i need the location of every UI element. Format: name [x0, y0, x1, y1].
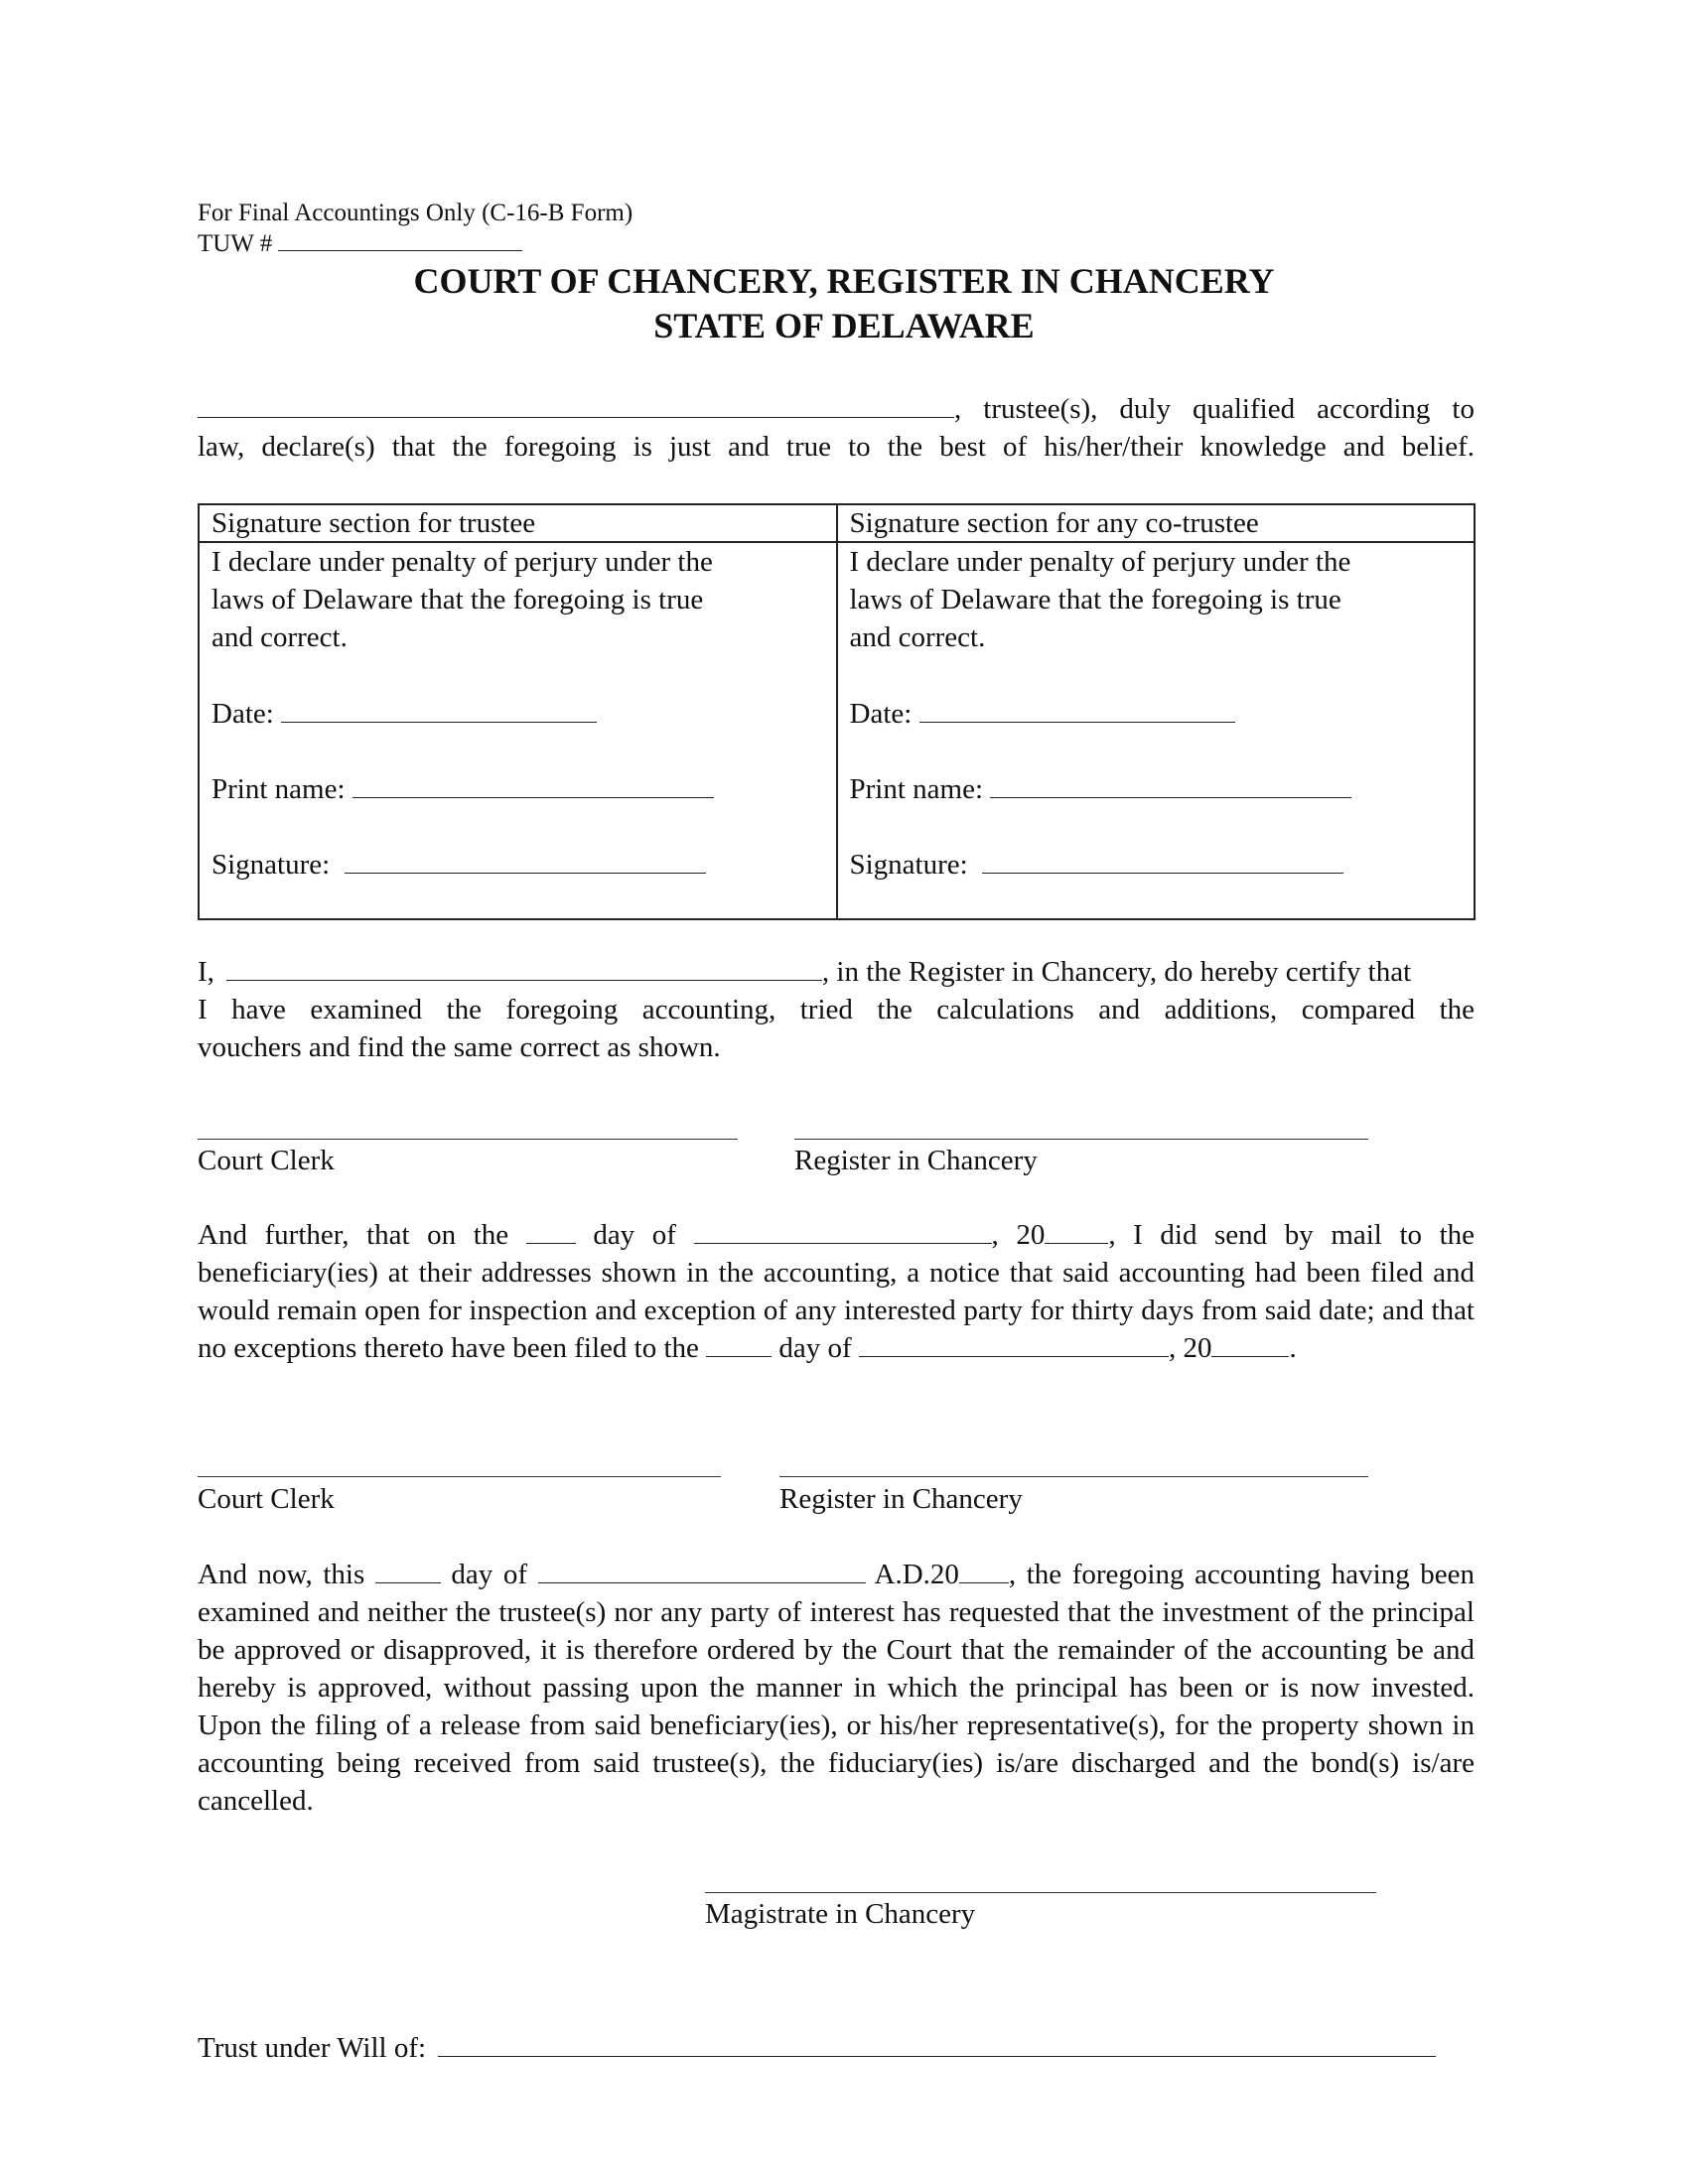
order-year-blank[interactable]: [959, 1559, 1009, 1583]
order-day-blank[interactable]: [375, 1559, 441, 1583]
register-label-2: Register in Chancery: [779, 1483, 1023, 1515]
court-clerk-label-1: Court Clerk: [198, 1145, 335, 1176]
cotrustee-print-name-field[interactable]: Print name:: [850, 770, 1463, 808]
cotrustee-date-field[interactable]: Date:: [850, 695, 1463, 733]
cotrustee-print-name-blank[interactable]: [990, 773, 1351, 798]
court-clerk-signature-line-2[interactable]: [198, 1476, 721, 1477]
notice-month-blank[interactable]: [694, 1219, 992, 1244]
trustee-date-blank[interactable]: [281, 698, 597, 723]
register-signature-line-1[interactable]: [794, 1139, 1368, 1140]
register-label-1: Register in Chancery: [794, 1145, 1038, 1176]
court-clerk-signature-line-1[interactable]: [198, 1139, 738, 1140]
court-clerk-label-2: Court Clerk: [198, 1483, 335, 1515]
trustee-print-name-blank[interactable]: [352, 773, 714, 798]
tuw-label: TUW #: [198, 230, 273, 257]
trustee-date-field[interactable]: Date:: [211, 695, 824, 733]
exception-day-blank[interactable]: [706, 1332, 772, 1357]
cotrustee-section: I declare under penalty of perjury under the laws of Delaware that the foregoing is true and correct. Date: Print name: Signature:: [837, 542, 1476, 919]
register-name-blank[interactable]: [226, 956, 822, 981]
trustee-signature-field[interactable]: Signature:: [211, 846, 824, 884]
trustee-print-name-field[interactable]: Print name:: [211, 770, 824, 808]
exception-month-blank[interactable]: [859, 1332, 1169, 1357]
trustee-section: I declare under penalty of perjury under the laws of Delaware that the foregoing is true and correct. Date: Print name: Signature:: [199, 542, 837, 919]
notice-day-blank[interactable]: [526, 1219, 576, 1244]
register-certification: I, , in the Register in Chancery, do hereby certify that I have examined the foregoing accounting, tried the calculations and additions, compared the vouchers and find the same correct as shown.: [198, 956, 1475, 1063]
page-title: COURT OF CHANCERY, REGISTER IN CHANCERY: [413, 261, 1275, 301]
magistrate-label: Magistrate in Chancery: [705, 1898, 976, 1930]
cotrustee-date-blank[interactable]: [919, 698, 1235, 723]
mailing-notice: And further, that on the day of , 20 , I did send by mail to the beneficiary(ies) at their addresses shown in the accounting, a notice that said accounting had been filed and would remain open for inspection and exception of any interested party for thirty days from said date; and that no exceptions thereto have been filed to the day of , 20 .: [198, 1219, 1476, 1364]
trustee-declaration: , trustee(s), duly qualified according to law, declare(s) that the foregoing is just and true to the best of his/her/their knowledge and belief.: [198, 393, 1475, 463]
cotrustee-signature-field[interactable]: Signature:: [850, 846, 1463, 884]
tuw-number-field[interactable]: [198, 228, 522, 260]
cotrustee-heading: Signature section for any co-trustee: [837, 504, 1476, 542]
signature-table: [198, 503, 1476, 920]
magistrate-signature-line[interactable]: [705, 1892, 1376, 1893]
exception-year-blank[interactable]: [1211, 1332, 1289, 1357]
register-signature-line-2[interactable]: [779, 1476, 1368, 1477]
trust-under-will-blank[interactable]: [438, 2032, 1436, 2057]
tuw-blank[interactable]: [278, 230, 522, 251]
page-subtitle: STATE OF DELAWARE: [653, 306, 1035, 345]
trustee-heading: Signature section for trustee: [199, 504, 837, 542]
notice-year-blank[interactable]: [1045, 1219, 1108, 1244]
cotrustee-signature-blank[interactable]: [982, 849, 1343, 874]
trust-under-will-field[interactable]: Trust under Will of:: [198, 2029, 1436, 2067]
trustee-name-blank[interactable]: [198, 393, 954, 418]
court-order: And now, this day of A.D.20 , the foregoing accounting having been examined and neither the trustee(s) nor any party of interest has requested that the investment of the principal be approved or disapproved, it is therefore ordered by the Court that the remainder of the accounting be and hereby is approved, without passing upon the manner in which the principal has been or is now invested. Upon the filing of a release from said beneficiary(ies), or his/her representative(s), for the property shown in accounting being received from said trustee(s), the fiduciary(ies) is/are discharged and the bond(s) is/are cancelled.: [198, 1559, 1476, 1817]
form-note: For Final Accountings Only (C-16-B Form): [198, 200, 633, 226]
order-month-blank[interactable]: [538, 1559, 866, 1583]
trustee-signature-blank[interactable]: [345, 849, 706, 874]
